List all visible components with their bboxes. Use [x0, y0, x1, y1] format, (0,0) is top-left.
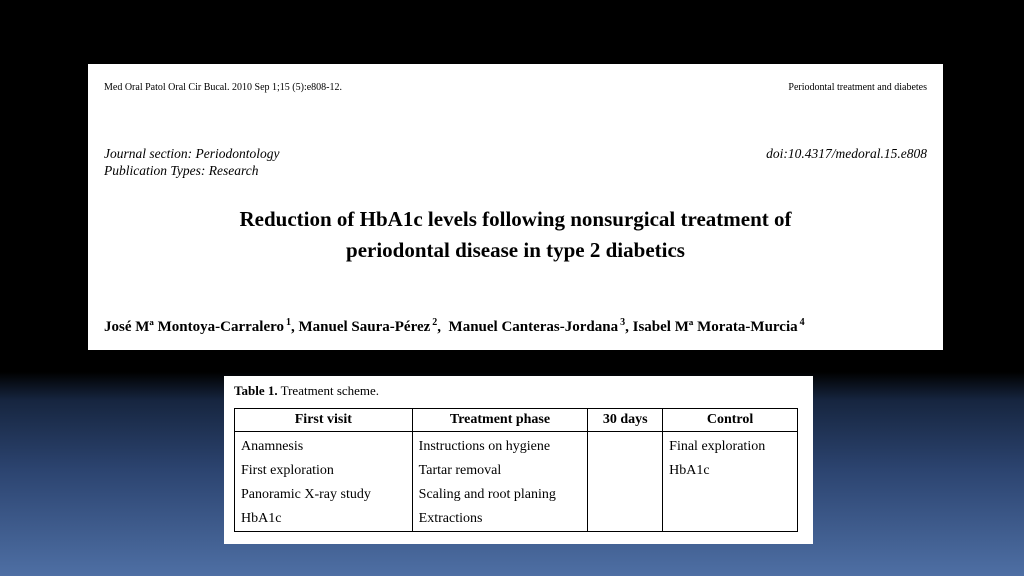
- author-name: Manuel Saura-Pérez: [298, 319, 431, 335]
- author-affiliation: 4: [799, 317, 805, 328]
- table-cell: Final exploration: [663, 432, 798, 460]
- author: [449, 319, 633, 335]
- slide-top-bar: [0, 0, 1024, 6]
- author-affiliation: 2: [432, 317, 438, 328]
- table-caption-text: Treatment scheme.: [277, 383, 380, 398]
- author-list: [104, 319, 805, 336]
- author-name: Isabel Mª Morata-Murcia: [632, 319, 798, 335]
- column-header-control: Control: [663, 409, 798, 432]
- table-cell: [663, 483, 798, 507]
- table-cell: Instructions on hygiene: [412, 432, 588, 460]
- table-cell: Tartar removal: [412, 459, 588, 483]
- table-row: [235, 432, 798, 460]
- table-cell: [588, 483, 663, 507]
- journal-section: Journal section: Periodontology: [104, 146, 280, 161]
- author: [299, 319, 449, 335]
- table-cell: Anamnesis: [235, 432, 413, 460]
- author-separator: ,: [625, 319, 633, 335]
- table-cell: [588, 507, 663, 532]
- table-caption-label: Table 1.: [234, 383, 278, 398]
- table-row: [235, 459, 798, 483]
- author: [633, 319, 805, 335]
- table-cell: Extractions: [412, 507, 588, 532]
- table-cell: First exploration: [235, 459, 413, 483]
- article-title-line-2: periodontal disease in type 2 diabetics: [346, 238, 685, 262]
- publication-types: Publication Types: Research: [104, 163, 259, 178]
- column-header-30-days: 30 days: [588, 409, 663, 432]
- table-cell: HbA1c: [235, 507, 413, 532]
- column-header-treatment-phase: Treatment phase: [412, 409, 588, 432]
- table-cell: Scaling and root planing: [412, 483, 588, 507]
- running-title: Periodontal treatment and diabetes: [788, 82, 927, 93]
- table-row: [235, 507, 798, 532]
- table-row: [235, 483, 798, 507]
- treatment-scheme-table: [234, 408, 798, 532]
- author-name: José Mª Montoya-Carralero: [104, 319, 284, 335]
- table-header-row: [235, 409, 798, 432]
- table-cell: [663, 507, 798, 532]
- table-cell: Panoramic X-ray study: [235, 483, 413, 507]
- article-title: [88, 204, 943, 266]
- doi: doi:10.4317/medoral.15.e808: [766, 146, 927, 161]
- article-title-line-1: Reduction of HbA1c levels following nonsurgical treatment of: [239, 207, 792, 231]
- author-separator: ,: [437, 319, 449, 335]
- journal-citation: Med Oral Patol Oral Cir Bucal. 2010 Sep 1;15 (5):e808-12.: [104, 82, 343, 93]
- table-cell: HbA1c: [663, 459, 798, 483]
- author-name: Manuel Canteras-Jordana: [448, 319, 619, 335]
- column-header-first-visit: First visit: [235, 409, 413, 432]
- paper-header-image: [88, 64, 943, 350]
- treatment-table-image: [224, 376, 813, 544]
- table-cell: [588, 459, 663, 483]
- table-caption: [234, 383, 379, 399]
- table-cell: [588, 432, 663, 460]
- author-affiliation: 3: [620, 317, 626, 328]
- author-separator: ,: [291, 319, 299, 335]
- author: [104, 319, 299, 335]
- author-affiliation: 1: [286, 317, 291, 328]
